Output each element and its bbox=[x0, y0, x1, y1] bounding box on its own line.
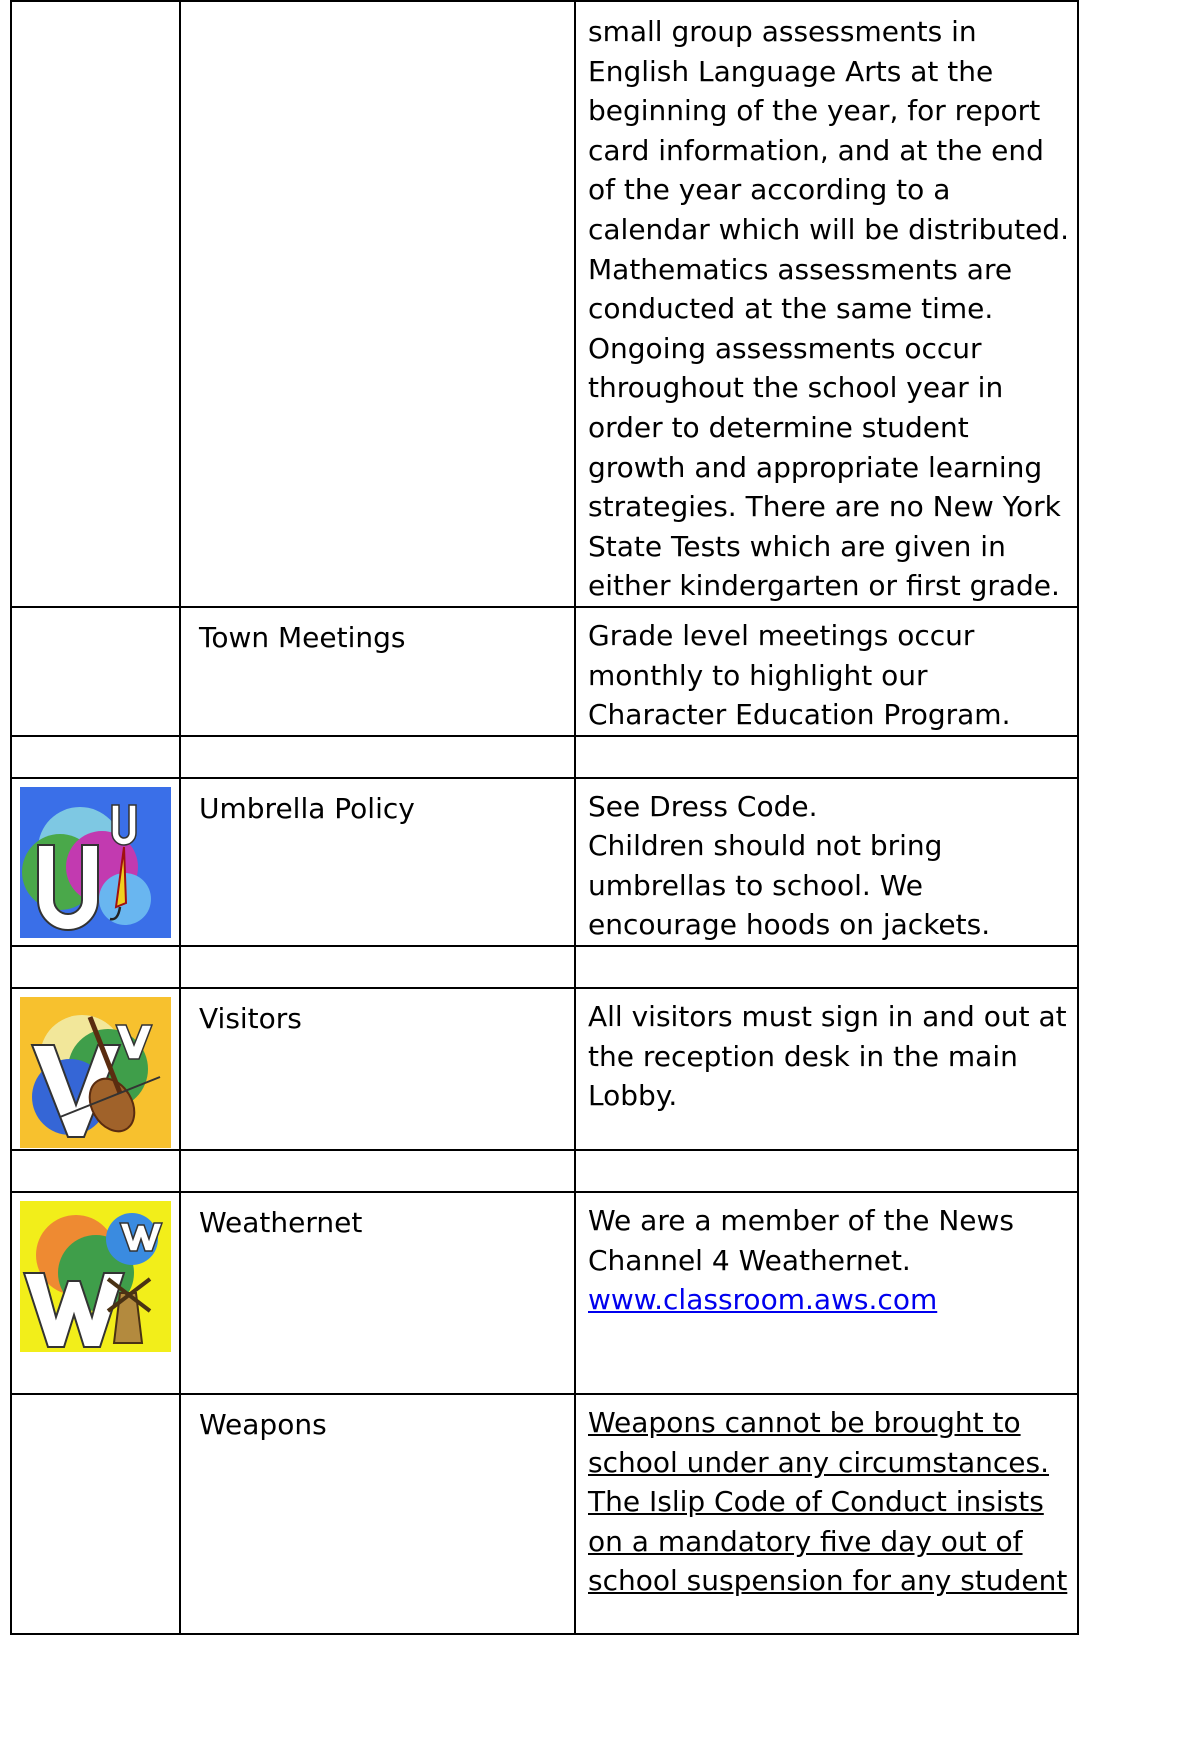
spacer-row bbox=[11, 736, 1078, 778]
table-row bbox=[11, 1192, 1078, 1394]
topic-cell bbox=[180, 778, 575, 946]
letter-w-windmill-icon bbox=[20, 1201, 171, 1352]
description-cell bbox=[575, 1192, 1078, 1394]
weapons-description: Weapons cannot be brought to school under any circumstances. The Islip Code of Conduct insists on a mandatory five day out of school suspension for any student bbox=[588, 1406, 1068, 1598]
topic-cell bbox=[180, 988, 575, 1150]
visitors-description: All visitors must sign in and out at the reception desk in the main Lobby. bbox=[588, 1000, 1067, 1113]
description-cell bbox=[575, 1, 1078, 607]
table-row bbox=[11, 1, 1078, 607]
icon-cell bbox=[11, 1, 180, 607]
handbook-table bbox=[10, 0, 1079, 1635]
assessments-description: small group assessments in English Language Arts at the beginning of the year, for report card information, and at the end of the year according to a calendar which will be distributed. Mathematics assessments are conducted at the same time. Ongoing assessments occur throughout the school year in order to determine student growth and appropriate learning strategies. There are no New York State Tests which are given in either kindergarten or first grade. bbox=[588, 15, 1069, 603]
letter-v-violin-icon bbox=[20, 997, 171, 1148]
table-row bbox=[11, 1394, 1078, 1634]
description-cell bbox=[575, 607, 1078, 736]
icon-cell bbox=[11, 1192, 180, 1394]
visitors-topic: Visitors bbox=[199, 1002, 302, 1036]
topic-cell bbox=[180, 1394, 575, 1634]
icon-cell bbox=[11, 607, 180, 736]
town-meetings-description: Grade level meetings occur monthly to highlight our Character Education Program. bbox=[588, 618, 1011, 732]
umbrella-line-1: See Dress Code. bbox=[588, 789, 818, 823]
table-row bbox=[11, 988, 1078, 1150]
topic-cell bbox=[180, 1, 575, 607]
weathernet-description: We are a member of the News Channel 4 Weathernet. bbox=[588, 1204, 1015, 1277]
weathernet-link[interactable]: www.classroom.aws.com bbox=[588, 1283, 938, 1317]
weapons-topic: Weapons bbox=[199, 1408, 327, 1442]
weathernet-topic: Weathernet bbox=[199, 1206, 363, 1240]
spacer-row bbox=[11, 946, 1078, 988]
spacer-row bbox=[11, 1150, 1078, 1192]
topic-cell bbox=[180, 607, 575, 736]
umbrella-line-2: Children should not bring umbrellas to school. We encourage hoods on jackets. bbox=[588, 829, 991, 942]
icon-cell bbox=[11, 778, 180, 946]
description-cell bbox=[575, 1394, 1078, 1634]
topic-cell bbox=[180, 1192, 575, 1394]
table-row bbox=[11, 778, 1078, 946]
description-cell bbox=[575, 778, 1078, 946]
letter-u-umbrella-icon bbox=[20, 787, 171, 938]
town-meetings-topic: Town Meetings bbox=[199, 620, 406, 654]
description-cell bbox=[575, 988, 1078, 1150]
table-row bbox=[11, 607, 1078, 736]
icon-cell bbox=[11, 988, 180, 1150]
icon-cell bbox=[11, 1394, 180, 1634]
umbrella-policy-topic: Umbrella Policy bbox=[199, 791, 415, 825]
